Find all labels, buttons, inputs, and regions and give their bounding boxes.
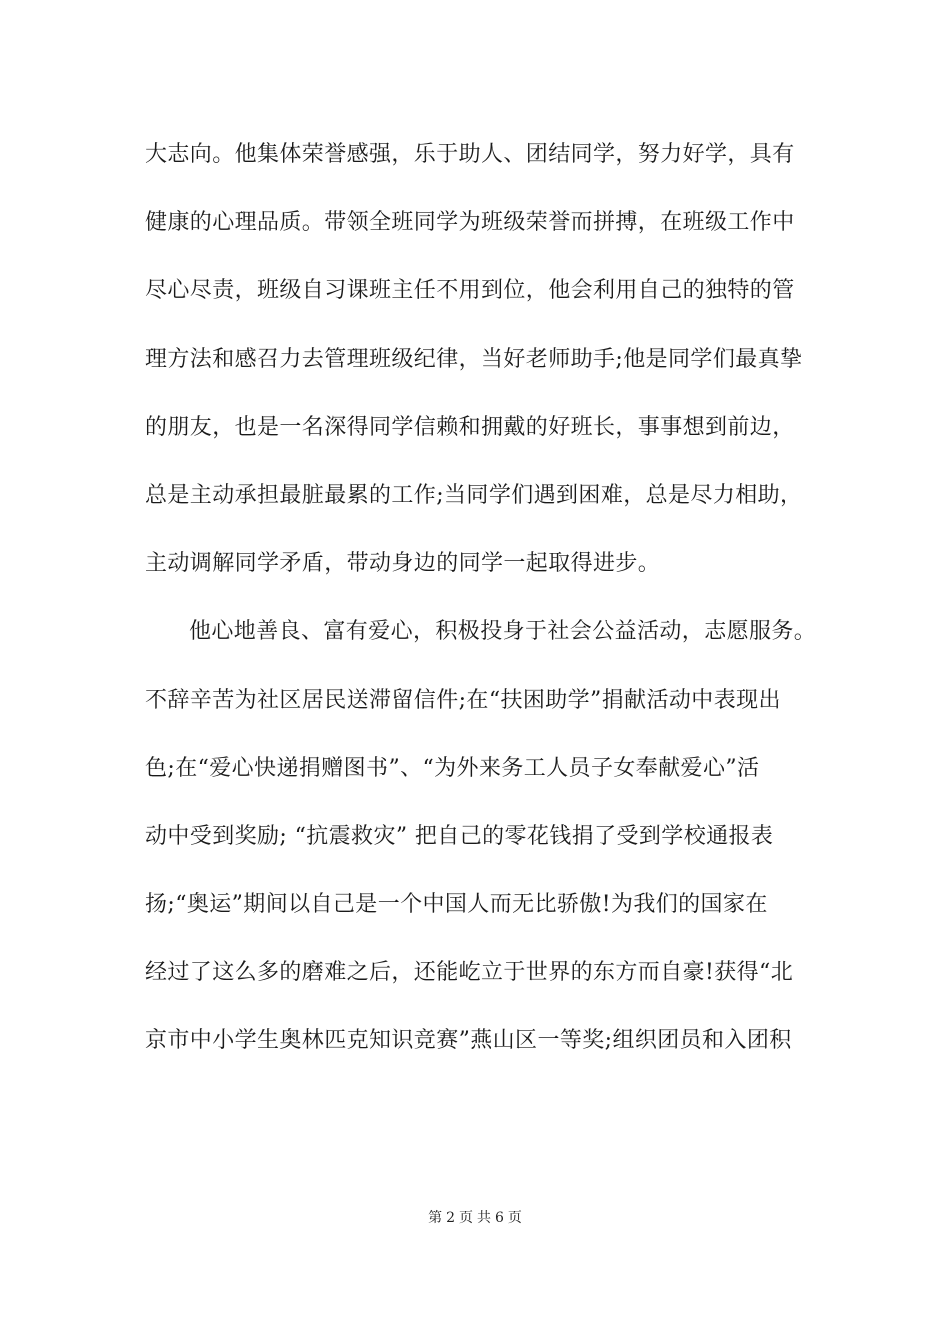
text-line: 大志向。他集体荣誉感强，乐于助人、团结同学，努力好学，具有 <box>145 142 795 167</box>
text-line: 不辞辛苦为社区居民送滞留信件;在“扶困助学”捐献活动中表现出 <box>145 687 781 713</box>
current-page-number: 2 <box>446 1210 455 1226</box>
footer-page-word: 页 <box>459 1210 473 1226</box>
text-line: 京市中小学生奥林匹克知识竞赛”燕山区一等奖;组织团员和入团积 <box>145 1028 792 1054</box>
footer-prefix: 第 <box>428 1210 443 1226</box>
text-line: 理方法和感召力去管理班级纪律，当好老师助手;他是同学们最真挚 <box>145 346 803 372</box>
text-line: 经过了这么多的磨难之后，还能屹立于世界的东方而自豪!获得“北 <box>145 960 794 986</box>
text-line: 尽心尽责，班级自习课班主任不用到位，他会利用自己的独特的管 <box>145 278 795 304</box>
text-line: 主动调解同学矛盾，带动身边的同学一起取得进步。 <box>145 551 661 577</box>
body-text <box>145 138 825 1093</box>
text-line: 动中受到奖励; “抗震救灾” 把自己的零花钱捐了受到学校通报表 <box>145 823 774 849</box>
footer-total-word: 共 <box>477 1210 491 1226</box>
text-line: 健康的心理品质。带领全班同学为班级荣誉而拼搏，在班级工作中 <box>145 210 795 236</box>
page-footer <box>0 1208 950 1228</box>
text-line: 总是主动承担最脏最累的工作;当同学们遇到困难，总是尽力相助， <box>145 482 803 508</box>
footer-suffix: 页 <box>507 1210 522 1226</box>
paragraph-start-line: 他心地善良、富有爱心，积极投身于社会公益活动，志愿服务。 <box>189 619 817 645</box>
text-line: 色;在“爱心快递捐赠图书”、“为外来务工人员子女奉献爱心”活 <box>145 755 760 781</box>
text-line: 扬;“奥运”期间以自己是一个中国人而无比骄傲!为我们的国家在 <box>145 892 768 918</box>
text-line: 的朋友，也是一名深得同学信赖和拥戴的好班长，事事想到前边， <box>145 414 795 440</box>
total-pages-number: 6 <box>495 1210 504 1226</box>
